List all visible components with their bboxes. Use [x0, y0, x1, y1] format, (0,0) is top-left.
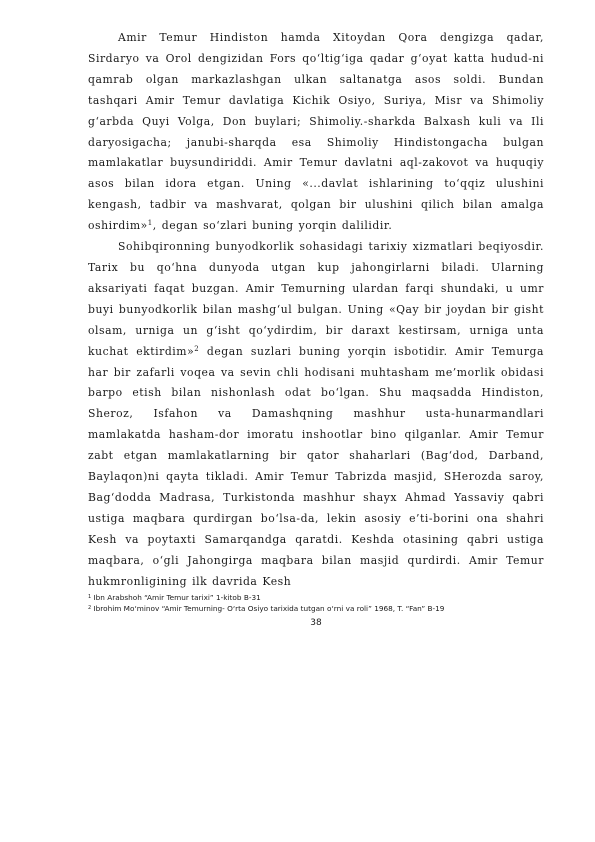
footnote-2-text: Ibrohim Mo‘minov “Amir Temurning- O‘rta Osiyo tarixida tutgan o‘rni va roli” 1968, T. “Fan” B-19 [93, 604, 445, 614]
footnote-1-number: 1 [88, 594, 92, 601]
paragraph-2-text-end: degan suzlari buning yorqin isbotidir. Amir Temurga har bir zafarli voqea va sevin chli hodisani muhtasham me’morlik obidasi barpo etish bilan nishonlash odat bo‘lgan. Shu maqsadda Hindiston, Sheroz, Isfahon va Damashqning mashhur usta-hunarmandlari mamlakatda hasham-dor imoratu inshootlar bino qilganlar. Amir Temur zabt etgan mamlakatlarning bir qator shaharlari (Bag‘dod, Darband, Baylaqon)ni qayta tikladi. Amir Temur Tabrizda masjid, SHerozda saroy, Bag‘dodda Madrasa, Turkistonda mashhur shayx Ahmad Yassaviy qabri ustiga maqbara qurdirgan bo‘lsa-da, lekin asosiy e’ti-borini ona shahri Kesh va poytaxti Samarqandga qaratdi. Keshda otasining qabri ustiga maqbara, o‘gli Jahongirga maqbara bilan masjid qurdirdi. Amir Temur hukmronligining ilk davrida Kesh [88, 344, 544, 588]
paragraph-2 [88, 237, 544, 592]
footnotes [88, 593, 544, 614]
paragraph-1-text: Amir Temur Hindiston hamda Xitoydan Qora dengizga qadar, Sirdaryo va Orol dengizidan Fors qo‘ltig‘iga qadar g‘oyat katta hudud-ni qamrab olgan markazlashgan ulkan saltanatga asos soldi. Bundan tashqari Amir Temur davlatiga Kichik Osiyo, Suriya, Misr va Shimoliy g‘arbda Quyi Volga, Don buylari; Shimoliy.-sharkda Balxash kuli va Ili daryosigacha; janubi-sharqda esa Shimoliy Hindistongacha bulgan mamlakatlar buysundiriddi. Amir Temur davlatni aql-zakovot va huquqiy asos bilan idora etgan. Uning «...davlat ishlarining to‘qqiz ulushini kengash, tadbir va mashvarat, qolgan bir ulushini qilich bilan amalga oshirdim» [88, 31, 544, 233]
page-number: 38 [310, 617, 322, 628]
paragraph-2-text: Sohibqironning bunyodkorlik sohasidagi tarixiy xizmatlari beqiyosdir. Tarix bu qo‘hna dunyoda utgan kup jahongirlarni biladi. Ularning aksariyati faqat buzgan. Amir Temurning ulardan farqi shundaki, u umr buyi bunyodkorlik bilan mashg‘ul bulgan. Uning «Qay bir joydan bir gisht olsam, urniga un g‘isht qo‘ydirdim, bir daraxt kestirsam, urniga unta kuchat ektirdim» [88, 240, 544, 358]
footnote-ref-2[interactable]: 2 [194, 344, 200, 353]
footnote-1 [88, 593, 544, 604]
footnote-2 [88, 604, 544, 615]
paragraph-1 [88, 28, 544, 237]
paragraph-1-text-end: , degan so‘zlari buning yorqin dalilidir. [152, 219, 393, 233]
footnote-2-number: 2 [88, 605, 92, 612]
footnote-1-text: Ibn Arabshoh “Amir Temur tarixi” 1-kitob B-31 [93, 593, 261, 603]
document-page [88, 28, 544, 629]
footnote-ref-1[interactable]: 1 [147, 219, 153, 228]
